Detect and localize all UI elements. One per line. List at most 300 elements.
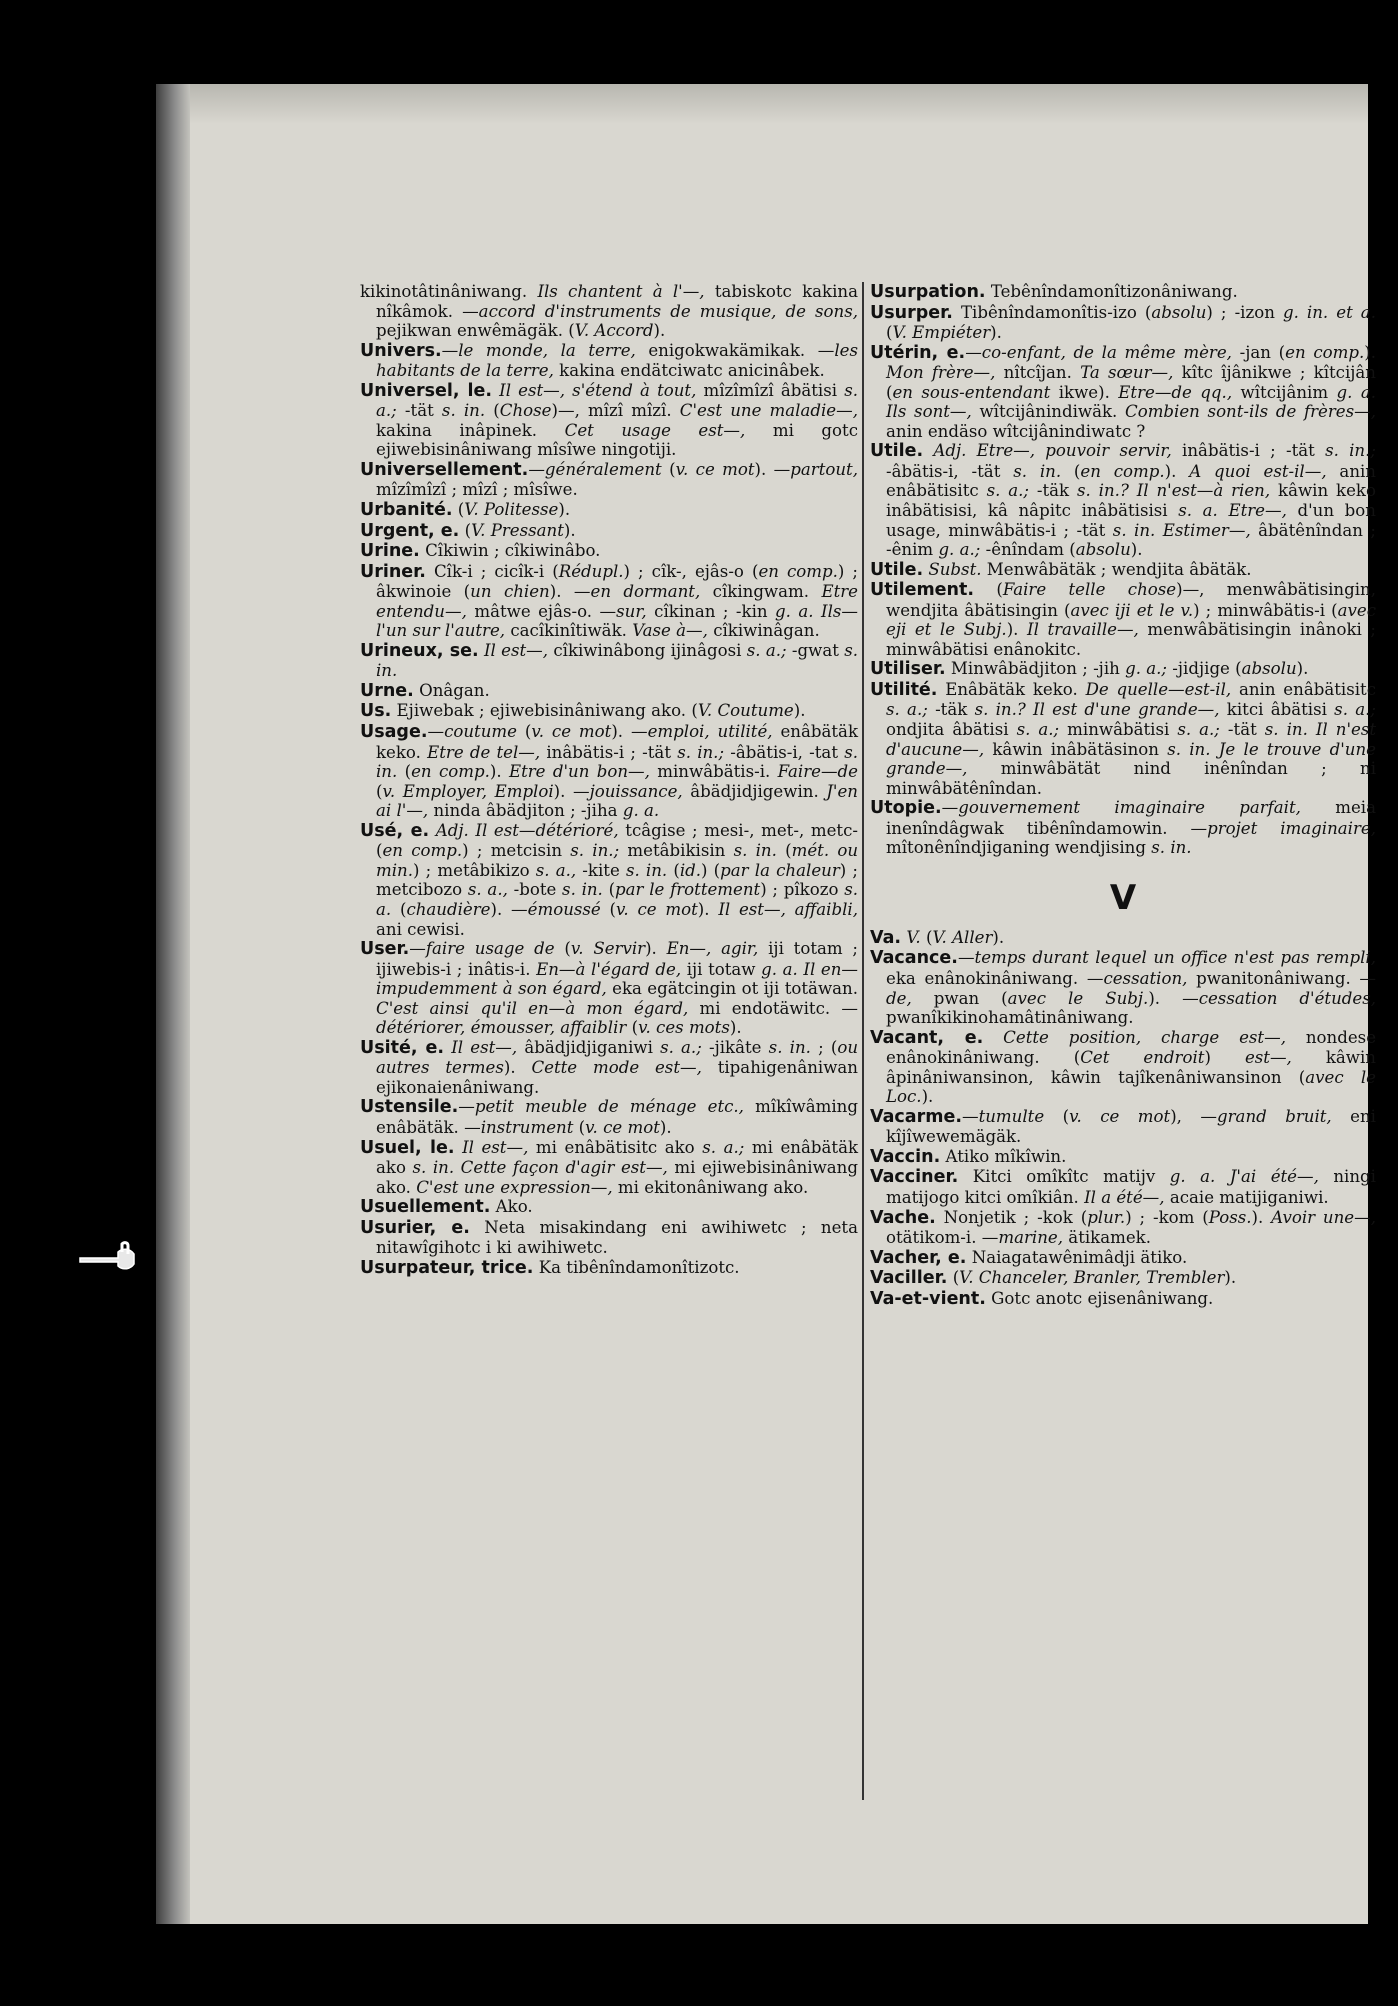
entry-text: Onâgan. xyxy=(413,680,490,700)
page-top-edge xyxy=(156,84,1368,124)
entry-text: wîtcijânindiwäk. xyxy=(971,402,1126,422)
entry-text: kitci âbätisi xyxy=(1219,700,1335,720)
entry-headword: Urne. xyxy=(360,680,414,701)
entry-text: ( xyxy=(776,841,792,861)
entry-text xyxy=(983,1028,1003,1047)
dictionary-entry xyxy=(360,460,858,500)
left-column xyxy=(360,282,858,1278)
entry-text: pejikwan enwêmägäk. ( xyxy=(376,321,575,341)
entry-text: minwâbätisi xyxy=(1059,720,1178,740)
dictionary-entry xyxy=(360,1258,858,1279)
entry-text: -tät xyxy=(396,401,442,421)
entry-text: ). xyxy=(992,927,1005,947)
entry-italic-text: Il est—, s'étend à tout, xyxy=(499,380,697,400)
entry-text: -jan ( xyxy=(1231,342,1286,362)
entry-italic-text: Il a été—, xyxy=(1084,1187,1165,1207)
dictionary-entry xyxy=(870,1107,1376,1147)
dictionary-entry xyxy=(870,798,1376,858)
entry-italic-text: Vase à—, xyxy=(632,621,708,641)
dictionary-entry xyxy=(870,1248,1376,1269)
entry-text: cacîkinîtiwäk. xyxy=(505,621,633,641)
entry-headword: Utile. xyxy=(870,441,924,462)
entry-text: ( xyxy=(667,860,680,880)
entry-italic-text: Cet usage est—, xyxy=(564,420,746,440)
entry-text: — xyxy=(961,1106,979,1126)
entry-italic-text: Il en—impudemment à son égard, xyxy=(376,959,858,999)
entry-text: ). — xyxy=(549,582,591,602)
entry-italic-text: s. in. xyxy=(768,1037,811,1057)
entry-italic-text: généralement xyxy=(544,459,662,479)
entry-italic-text: s. in.; xyxy=(677,742,725,762)
entry-italic-text: Etre entendu—, xyxy=(376,582,859,621)
entry-text: mi gotc ejiwebisinâniwang mîsîwe ningotiji. xyxy=(376,420,858,460)
entry-italic-text: s. a.; xyxy=(1016,720,1060,740)
entry-italic-text: V. Politesse xyxy=(464,500,559,520)
entry-headword: Usurpation. xyxy=(870,282,986,302)
entry-text: Neta misakindang eni awihiwetc ; neta nitawîgihotc i ki awihiwetc. xyxy=(376,1217,858,1258)
entry-text: -jidjige ( xyxy=(1167,659,1242,679)
entry-headword: Uriner. xyxy=(360,561,426,582)
entry-text: ). xyxy=(793,701,806,721)
entry-italic-text: s. in.? xyxy=(1077,481,1129,501)
entry-italic-text: s. a.; xyxy=(746,640,787,660)
entry-text: ( xyxy=(602,880,616,900)
entry-text: cîkiwinâbong ijinâgosi xyxy=(548,640,747,660)
entry-headword: Urgent, e. xyxy=(360,520,460,541)
entry-headword: Vache. xyxy=(870,1207,936,1228)
entry-text: d'un bon usage, minwâbätis-i ; -tät xyxy=(886,501,1376,540)
entry-italic-text: C'est une maladie—, xyxy=(679,401,859,421)
entry-headword: Utile. xyxy=(870,559,924,580)
entry-italic-text: en dormant, xyxy=(590,582,701,602)
entry-italic-text: V. Coutume xyxy=(697,701,794,721)
dictionary-entry xyxy=(870,1167,1376,1207)
entry-text: mi enâbätäk ako xyxy=(376,1137,859,1178)
entry-italic-text: Ils sont—, xyxy=(886,402,972,422)
entry-text: ) ; metâbikizo xyxy=(413,860,536,880)
entry-text: ). xyxy=(659,1117,672,1137)
entry-text: mîzîmîzî ; mîzî ; mîsîwe. xyxy=(376,480,578,500)
entry-headword: Urine. xyxy=(360,541,420,562)
entry-text: mi ekitonâniwang ako. xyxy=(612,1177,809,1197)
entry-text: -âbätis-i, -tat xyxy=(724,742,845,762)
entry-text: kikinotâtinâniwang. xyxy=(360,282,538,301)
entry-italic-text: g. in. et a. xyxy=(1282,302,1376,322)
entry-text: ikwe). xyxy=(1050,382,1119,402)
entry-text: Atiko mîkîwin. xyxy=(940,1146,1067,1166)
entry-italic-text: Etre d'un bon—, xyxy=(508,762,650,782)
entry-italic-text: s. a.; xyxy=(986,481,1029,501)
entry-italic-text: avec iji et le v. xyxy=(1070,600,1194,620)
entry-italic-text: En—, agir, xyxy=(666,939,759,959)
entry-italic-text: faire usage de xyxy=(425,939,555,959)
entry-text: menwâbätisingin inânoki ; minwâbätisi enânokitc. xyxy=(886,620,1376,659)
entry-italic-text: g. a. xyxy=(622,801,660,821)
entry-italic-text: avec eji et le Subj. xyxy=(886,600,1376,640)
entry-text: -täk xyxy=(927,700,975,720)
entry-text: ( xyxy=(661,459,676,479)
entry-text: inâbätis-i ; -tät xyxy=(540,742,678,762)
entry-italic-text: temps durant lequel un office n'est pas rempli, xyxy=(974,948,1376,968)
entry-text: ), — xyxy=(1170,1106,1217,1126)
entry-italic-text: détériorer, émousser, affaiblir xyxy=(376,1018,627,1038)
entry-italic-text: Etre—de qq., xyxy=(1118,382,1233,402)
entry-italic-text: s. a., xyxy=(467,880,508,900)
entry-italic-text: J'en ai l'—, xyxy=(376,781,858,821)
dictionary-entry xyxy=(870,303,1376,343)
entry-italic-text: id. xyxy=(679,860,702,880)
entry-italic-text: co-enfant, de la même mère, xyxy=(981,342,1232,362)
entry-text: ). xyxy=(990,323,1002,343)
entry-text: ). xyxy=(921,1087,934,1107)
entry-text: Tebênîndamonîtizonâniwang. xyxy=(985,282,1238,301)
entry-text: nondese enânokinâniwang. ( xyxy=(886,1027,1377,1068)
entry-italic-text: emploi, utilité, xyxy=(647,722,773,742)
dictionary-entry xyxy=(870,1289,1376,1310)
entry-text: — xyxy=(528,459,545,479)
section-letter: V xyxy=(1109,877,1137,918)
entry-text: -tät xyxy=(1219,720,1265,740)
entry-headword: Us. xyxy=(360,701,392,722)
column-divider xyxy=(862,282,864,1800)
entry-text: — xyxy=(941,798,959,818)
entry-italic-text: les habitants de la terre, xyxy=(376,340,858,381)
entry-text: Naiagatawênimâdji ätiko. xyxy=(966,1247,1188,1267)
entry-text: Kitci omîkîtc matijv xyxy=(958,1167,1170,1187)
entry-text: -kite xyxy=(576,860,626,880)
entry-italic-text: g. a.; xyxy=(938,540,981,560)
entry-italic-text: accord d'instruments de musique, de sons, xyxy=(478,301,858,321)
dictionary-entry xyxy=(870,343,1376,442)
entry-headword: Univers. xyxy=(360,340,442,361)
entry-italic-text: v. Employer, Emploi xyxy=(382,781,554,801)
entry-text: cîkiwinâgan. xyxy=(707,621,820,641)
entry-italic-text: g. a. J'ai été—, xyxy=(1169,1167,1319,1187)
entry-text xyxy=(429,821,436,840)
entry-italic-text: s. a. xyxy=(376,880,858,919)
entry-italic-text: v. ce mot xyxy=(675,459,755,479)
entry-italic-text: est—, xyxy=(1244,1048,1292,1068)
dictionary-entry xyxy=(870,680,1376,798)
entry-text: — xyxy=(957,948,975,968)
entry-italic-text: Cette façon d'agir est—, xyxy=(460,1158,668,1178)
entry-text: ( xyxy=(1061,461,1081,481)
entry-text: iji totam ; ijiwebis-i ; inâtis-i. xyxy=(376,939,859,979)
entry-italic-text: C'est ainsi qu'il en—à mon égard, xyxy=(376,998,689,1018)
entry-text: ). xyxy=(729,1018,742,1038)
entry-text: eni kîjîwewemägäk. xyxy=(886,1106,1376,1147)
entry-italic-text: s. in.; xyxy=(1325,441,1376,461)
entry-italic-text: En—à l'égard de, xyxy=(536,959,682,979)
entry-text: ( xyxy=(626,1018,639,1038)
entry-italic-text: Adj. Il est—détérioré, xyxy=(435,820,619,840)
entry-headword: Ustensile. xyxy=(360,1097,459,1118)
dictionary-entry xyxy=(360,562,858,641)
entry-italic-text: Ils chantent à l'—, xyxy=(537,282,705,301)
entry-italic-text: Ils—l'un sur l'autre, xyxy=(376,601,859,641)
entry-text: ). xyxy=(697,899,719,919)
dictionary-entry xyxy=(870,441,1376,559)
right-column xyxy=(870,282,1376,1309)
entry-italic-text: en comp. xyxy=(411,762,490,782)
entry-text: ). — xyxy=(553,781,590,801)
entry-text: -bote xyxy=(507,880,563,900)
hand-pointer-icon xyxy=(78,1238,140,1278)
entry-headword: Vaciller. xyxy=(870,1268,948,1289)
dictionary-entry xyxy=(360,681,858,702)
entry-italic-text: De quelle—est-il, xyxy=(1085,679,1232,699)
entry-headword: Universellement. xyxy=(360,459,529,480)
entry-italic-text: s. in. Je le trouve d'une grande—, xyxy=(886,739,1376,779)
entry-italic-text: Etre de tel—, xyxy=(427,742,541,762)
entry-text: ( xyxy=(886,323,893,343)
dictionary-entry xyxy=(870,1208,1376,1248)
entry-italic-text: grand bruit, xyxy=(1217,1106,1332,1126)
entry-italic-text: projet imaginaire, xyxy=(1207,818,1376,838)
entry-text: âbädjidjigewin. xyxy=(682,781,827,801)
entry-italic-text: s. in. xyxy=(1013,461,1062,481)
entry-text: meia inenîndâgwak tibênîndamowin. — xyxy=(886,798,1376,838)
entry-headword: Usurper. xyxy=(870,302,953,323)
entry-headword: Utilement. xyxy=(870,580,975,601)
entry-italic-text: instrument xyxy=(480,1117,574,1137)
entry-italic-text: un chien xyxy=(470,582,550,602)
entry-italic-text: Combien sont-ils de frères—, xyxy=(1125,402,1376,422)
entry-italic-text: Adj. Etre—, pouvoir servir, xyxy=(933,441,1172,461)
dictionary-entry xyxy=(360,341,858,381)
entry-italic-text: Il est—, xyxy=(462,1137,529,1157)
entry-text: tcâgise ; mesi-, met-, metc- ( xyxy=(376,820,858,861)
entry-italic-text: en comp. xyxy=(758,561,838,581)
entry-text: ). xyxy=(1224,1268,1237,1288)
entry-italic-text: chaudière xyxy=(406,899,491,919)
entry-text: ) ; metcisin xyxy=(462,841,571,861)
entry-italic-text: Cet endroit xyxy=(1080,1048,1205,1068)
entry-text: tabiskotc kakina nîkâmok. — xyxy=(376,282,858,321)
dictionary-entry xyxy=(870,1268,1376,1289)
entry-text: iji totaw xyxy=(681,959,762,979)
entry-text: eka enânokinâniwang. — xyxy=(886,968,1104,988)
dictionary-entry xyxy=(360,1097,858,1137)
entry-italic-text: s. in. xyxy=(1151,838,1192,858)
entry-text xyxy=(814,602,821,621)
entry-headword: Usurier, e. xyxy=(360,1217,470,1238)
entry-text: — xyxy=(458,1097,475,1117)
dictionary-entry xyxy=(870,1147,1376,1168)
entry-italic-text: s. in. xyxy=(562,880,603,900)
entry-italic-text: coutume xyxy=(444,722,517,742)
entry-text: ). xyxy=(1364,342,1377,362)
entry-italic-text: jouissance, xyxy=(589,781,683,801)
entry-italic-text: Ta sœur—, xyxy=(1080,363,1174,383)
dictionary-entry xyxy=(360,521,858,542)
entry-headword: Vacance. xyxy=(870,948,958,969)
entry-text: ). xyxy=(563,520,576,540)
entry-text: ). — xyxy=(490,899,528,919)
entry-italic-text: sur, xyxy=(616,601,647,621)
entry-italic-text: C'est une expression—, xyxy=(416,1177,613,1197)
entry-text: ) ; cîk-, ejâs-o ( xyxy=(623,561,759,581)
entry-italic-text: avec le Loc. xyxy=(886,1067,1376,1107)
entry-text: ) ; pîkozo xyxy=(760,880,845,900)
right-column-u-entries xyxy=(870,282,1376,858)
entry-text: Tibênîndamonîtis-izo ( xyxy=(952,302,1152,322)
dictionary-entry xyxy=(360,939,858,1038)
entry-italic-text: Cette mode est—, xyxy=(531,1058,702,1078)
entry-italic-text: s. a.; xyxy=(1177,720,1220,740)
entry-text: cîkingwam. xyxy=(700,582,822,602)
entry-text xyxy=(923,441,933,460)
entry-italic-text: s. a.; xyxy=(702,1137,745,1157)
entry-italic-text: A quoi est-il—, xyxy=(1189,461,1327,481)
entry-text: anin enâbätisitc xyxy=(1231,679,1376,699)
dictionary-entry xyxy=(360,1197,858,1218)
entry-text: ( xyxy=(485,401,500,421)
dictionary-entry xyxy=(870,560,1376,581)
entry-headword: Urineux, se. xyxy=(360,640,479,661)
entry-italic-text: s. a.; xyxy=(660,1037,702,1057)
entry-headword: Va. xyxy=(870,927,902,948)
entry-headword: Usité, e. xyxy=(360,1037,445,1058)
entry-text: mîtonênîndjiganing wendjising xyxy=(886,838,1152,858)
entry-italic-text: gouvernement imaginaire parfait, xyxy=(958,798,1301,818)
entry-text: ) ; minwâbätis-i ( xyxy=(1193,600,1338,620)
entry-italic-text: v. ce mot xyxy=(1069,1106,1171,1126)
entry-italic-text: g. a. xyxy=(1336,382,1376,402)
entry-text: ( xyxy=(974,580,1003,600)
entry-text: pwan ( xyxy=(911,988,1008,1008)
dictionary-entry xyxy=(360,1138,858,1198)
entry-italic-text: cessation d'études, xyxy=(1198,988,1376,1008)
entry-italic-text: en sous-entendant xyxy=(892,382,1051,402)
dictionary-entry xyxy=(870,1028,1376,1107)
entry-italic-text: Avoir une—, xyxy=(1271,1207,1376,1227)
entry-text: )—, menwâbätisingin, wendjita âbätisingin ( xyxy=(886,580,1376,620)
entry-text: Enâbätäk keko. xyxy=(937,679,1086,699)
entry-italic-text: s. a. Etre—, xyxy=(1178,501,1287,521)
entry-text: ). xyxy=(558,500,571,520)
entry-headword: Vaccin. xyxy=(870,1146,941,1167)
dictionary-entry xyxy=(360,1038,858,1098)
entry-italic-text: V. Accord xyxy=(574,321,654,341)
entry-headword: Utopie. xyxy=(870,798,942,819)
entry-text xyxy=(1129,481,1137,500)
entry-text: tipahigenâniwan ejikonaienâniwang. xyxy=(376,1058,858,1097)
entry-italic-text: petit meuble de ménage etc., xyxy=(474,1097,744,1117)
entry-text: nîtcîjan. xyxy=(995,363,1081,383)
entry-headword: Usé, e. xyxy=(360,820,430,841)
entry-headword: Vacher, e. xyxy=(870,1247,967,1268)
entry-text: ). xyxy=(1164,461,1190,481)
entry-text: ( xyxy=(920,927,933,947)
entry-headword: Universel, le. xyxy=(360,380,492,401)
entry-text: mi endotäwitc. — xyxy=(688,998,858,1018)
entry-text: ). xyxy=(645,939,667,959)
entry-text: ani cewisi. xyxy=(376,919,465,939)
entry-text: kâwin âpinâniwansinon, kâwin tajîkenâniwansinon ( xyxy=(886,1048,1376,1087)
entry-italic-text: le monde, la terre, xyxy=(458,340,636,360)
entry-text: metâbikisin xyxy=(619,841,734,861)
entry-text: âbädjidjiganiwi xyxy=(517,1037,661,1057)
entry-text: -âbätis-i, -tät xyxy=(886,461,1014,481)
entry-italic-text: s. in.; xyxy=(570,841,620,861)
entry-italic-text: cessation, xyxy=(1103,968,1188,988)
dictionary-entry xyxy=(360,821,858,939)
entry-italic-text: Faire—de xyxy=(777,762,859,782)
entry-text: ) ; metcibozo xyxy=(376,860,858,900)
entry-text: ). xyxy=(489,762,509,782)
entry-italic-text: v. ce mot xyxy=(616,899,698,919)
entry-italic-text: en comp. xyxy=(1080,461,1165,481)
entry-text: mâtwe ejâs-o. — xyxy=(466,601,617,621)
entry-text: kîtc îjânikwe ; kîtcijân ( xyxy=(886,363,1376,402)
entry-text: enigokwakämikak. — xyxy=(635,340,835,360)
entry-text: -ênîndam ( xyxy=(980,540,1076,560)
entry-text: ( xyxy=(397,762,412,782)
page-binding-edge xyxy=(156,84,190,1924)
entry-text: ninda âbädjiton ; -jiha xyxy=(428,801,623,821)
entry-headword: Usuel, le. xyxy=(360,1137,455,1158)
entry-text: mîzîmîzî âbätisi xyxy=(696,380,845,400)
entry-text: ondjita âbätisi xyxy=(886,720,1017,740)
entry-text: anin enâbätisitc xyxy=(886,461,1376,501)
entry-text: inâbätis-i ; -tät xyxy=(1171,441,1326,461)
entry-text: ( xyxy=(947,1268,960,1288)
entry-text: anin endäso wîtcijânindiwatc ? xyxy=(886,421,1146,441)
entry-italic-text: s. in. Estimer—, xyxy=(1112,520,1251,540)
entry-text: enâbätäk keko. xyxy=(376,722,859,762)
entry-italic-text: Mon frère—, xyxy=(886,363,996,383)
dictionary-entry xyxy=(360,641,858,681)
entry-text: mi enâbätisitc ako xyxy=(528,1137,703,1157)
entry-text: ( xyxy=(376,781,383,801)
entry-text: ). — xyxy=(611,722,648,742)
entry-italic-text: mét. ou min. xyxy=(376,841,859,880)
entry-text: )—, mîzî mîzî. xyxy=(551,401,680,421)
entry-text: cîkinan ; -kin xyxy=(646,601,776,621)
entry-italic-text: V. xyxy=(906,927,921,947)
entry-italic-text: s. in. xyxy=(441,401,486,421)
entry-italic-text: Subst. xyxy=(928,559,982,579)
entry-text: ). — xyxy=(754,459,791,479)
entry-italic-text: partout, xyxy=(790,459,858,479)
entry-text: ) ; âkwinoie ( xyxy=(376,561,859,602)
entry-headword: Vacciner. xyxy=(870,1167,959,1188)
entry-text: ; ( xyxy=(810,1037,838,1057)
entry-text xyxy=(455,1138,463,1157)
entry-text: Menwâbätäk ; wendjita âbätäk. xyxy=(981,559,1252,579)
entry-text: ( xyxy=(554,939,571,959)
entry-text: minwâbätät nind inênîndan ; ni minwâbätênîndan. xyxy=(886,759,1376,798)
entry-headword: User. xyxy=(360,939,410,960)
entry-italic-text: s. in. xyxy=(376,742,858,782)
entry-headword: Vacarme. xyxy=(870,1106,962,1127)
entry-text: ) ; -kom ( xyxy=(1125,1207,1209,1227)
entry-italic-text: absolu xyxy=(1241,659,1297,679)
entry-italic-text: Poss. xyxy=(1208,1207,1252,1227)
entry-italic-text: plur. xyxy=(1087,1207,1126,1227)
entry-italic-text: s. a., xyxy=(535,860,577,880)
entry-text: ) ; -izon xyxy=(1206,302,1283,322)
entry-text: ). xyxy=(1006,620,1028,640)
entry-text: Cîk-i ; cicîk-i ( xyxy=(425,561,559,581)
entry-text: ). xyxy=(653,321,666,341)
entry-text: Ka tibênîndamonîtizotc. xyxy=(533,1257,740,1277)
entry-italic-text: par le frottement xyxy=(615,880,761,900)
entry-italic-text: avec le Subj. xyxy=(1007,988,1149,1008)
entry-italic-text: V. Empiéter xyxy=(892,323,991,343)
entry-text: kakina inâpinek. xyxy=(376,420,565,440)
